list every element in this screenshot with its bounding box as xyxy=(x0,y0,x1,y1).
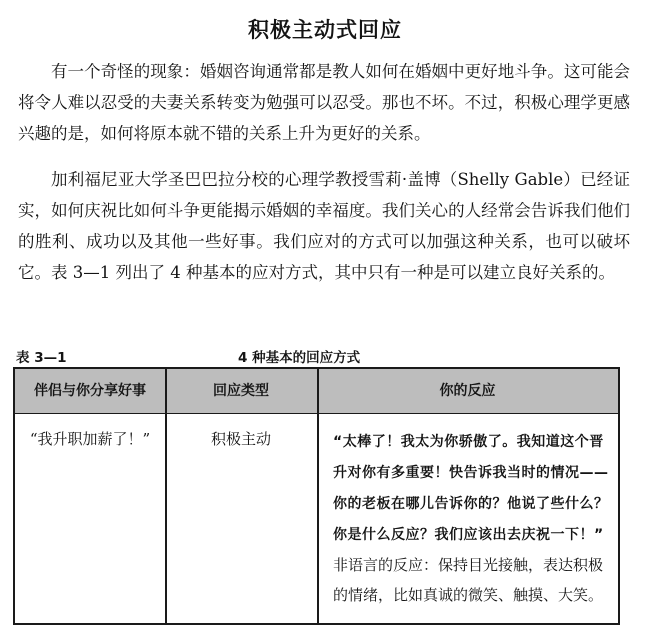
paragraph-intro: 有一个奇怪的现象：婚姻咨询通常都是教人如何在婚姻中更好地斗争。这可能会将令人难以忍受的夫妻关系转变为勉强可以忍受。那也不坏。不过，积极心理学更感兴趣的是，如何将原本就不错的关系上升为更好的关系。 xyxy=(18,62,630,143)
cell-your-reaction xyxy=(333,426,613,610)
paragraph-gable-research: 加利福尼亚大学圣巴巴拉分校的心理学教授雪莉·盖博（Shelly Gable）已经证实，如何庆祝比如何斗争更能揭示婚姻的幸福度。我们关心的人经常会告诉我们他们的胜利、成功以及其他一些好事。我们应对的方式可以加强这种关系，也可以破坏它。表 3—1 列出了 4 种基本的应对方式，其中只有一种是可以建立良好关系的。 xyxy=(18,170,630,282)
response-table xyxy=(13,367,620,625)
table-caption: 4 种基本的回应方式 xyxy=(238,350,361,366)
column-divider xyxy=(317,369,319,623)
header-response-type: 回应类型 xyxy=(213,383,269,399)
table-number: 表 3—1 xyxy=(16,350,67,366)
cell-response-type: 积极主动 xyxy=(210,430,271,448)
page-title: 积极主动式回应 xyxy=(248,18,402,42)
reaction-nonverbal: 非语言的反应：保持目光接触，表达积极的情绪，比如真诚的微笑、触摸、大笑。 xyxy=(333,556,604,604)
header-good-news: 伴侣与你分享好事 xyxy=(34,383,146,399)
column-divider xyxy=(165,369,167,623)
header-your-reaction: 你的反应 xyxy=(439,383,496,399)
cell-good-news: “我升职加薪了！” xyxy=(29,430,151,448)
reaction-quote: “太棒了！我太为你骄傲了。我知道这个晋升对你有多重要！快告诉我当时的情况——你的老板在哪儿告诉你的？他说了些什么？你是什么反应？我们应该出去庆祝一下！” xyxy=(333,434,609,543)
